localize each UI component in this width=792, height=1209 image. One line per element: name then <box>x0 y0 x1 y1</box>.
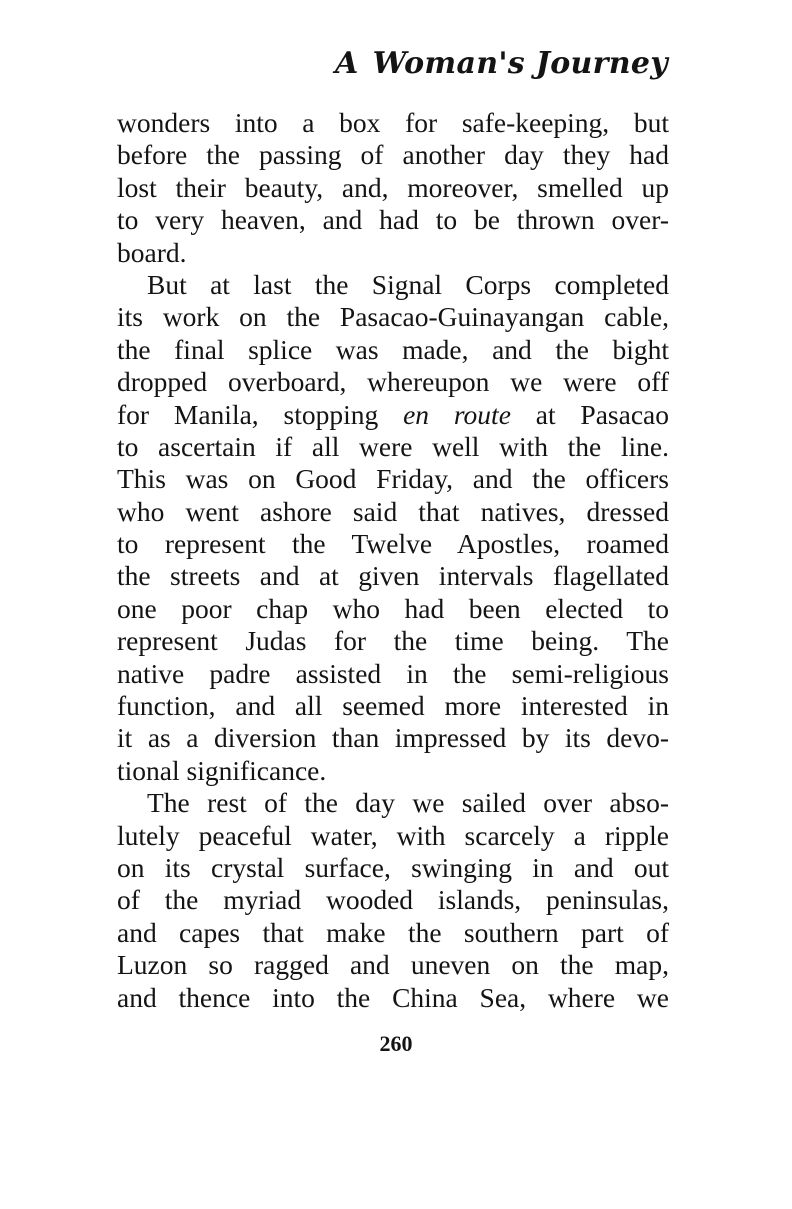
page-number: 260 <box>379 1031 413 1056</box>
running-head-article: A <box>335 46 359 81</box>
text-line-segment: for Manila, stopping <box>117 398 404 430</box>
text-line: of the myriad wooded islands, peninsulas, <box>117 884 669 916</box>
text-line: one poor chap who had been elected to <box>117 592 669 624</box>
text-line: dropped overboard, whereupon we were off <box>117 366 669 398</box>
text-line: But at last the Signal Corps completed <box>147 268 669 300</box>
text-line: its work on the Pasacao-Guinayangan cable, <box>117 301 669 333</box>
text-line: wonders into a box for safe-keeping, but <box>117 107 669 138</box>
text-line: native padre assisted in the semi-religious <box>117 657 669 689</box>
text-line: to represent the Twelve Apostles, roamed <box>117 528 669 560</box>
text-line: to ascertain if all were well with the line. <box>117 430 669 462</box>
body-text <box>117 107 669 1014</box>
text-line: to very heaven, and had to be thrown over- <box>117 204 669 236</box>
running-head <box>335 44 668 84</box>
italic-phrase: en route <box>403 398 511 430</box>
text-line: lost their beauty, and, moreover, smelled up <box>117 171 669 203</box>
text-line: on its crystal surface, swinging in and out <box>117 851 669 883</box>
text-line: and capes that make the southern part of <box>117 916 669 948</box>
text-line: function, and all seemed more interested in <box>117 690 669 722</box>
text-line: and thence into the China Sea, where we <box>117 981 669 1013</box>
text-line: represent Judas for the time being. The <box>117 625 669 657</box>
text-line: the streets and at given intervals flagellated <box>117 560 669 592</box>
text-line: Luzon so ragged and uneven on the map, <box>117 949 669 981</box>
text-line: lutely peaceful water, with scarcely a ripple <box>117 819 669 851</box>
text-line: the final splice was made, and the bight <box>117 333 669 365</box>
text-line <box>117 399 669 431</box>
text-line: it as a diversion than impressed by its devo- <box>117 722 669 754</box>
text-line-segment: at Pasacao <box>510 398 669 430</box>
text-line: who went ashore said that natives, dressed <box>117 495 669 527</box>
text-line: The rest of the day we sailed over abso- <box>147 787 669 819</box>
text-line: board. <box>117 236 187 268</box>
text-line: tional significance. <box>117 754 327 786</box>
text-line: This was on Good Friday, and the officers <box>117 463 669 495</box>
text-line: before the passing of another day they had <box>117 139 669 171</box>
running-head-title: Woman's Journey <box>372 46 668 81</box>
